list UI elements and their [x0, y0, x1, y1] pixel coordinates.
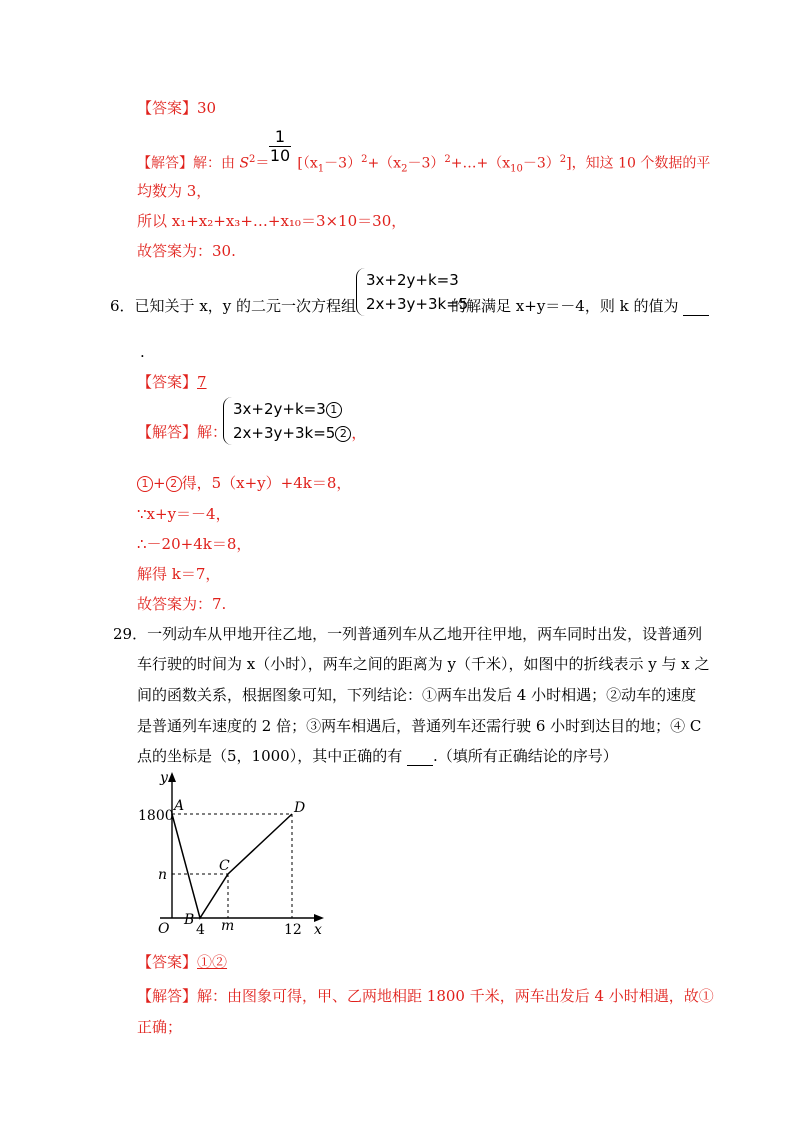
- answer-value: ①②: [197, 953, 228, 971]
- q29-line1: [113, 624, 702, 644]
- text-segment: +（x: [367, 155, 402, 172]
- q5-analysis-line2: 均数为 3，: [137, 182, 212, 200]
- analysis-tag: 【解答】: [137, 155, 193, 172]
- subscript: 10: [510, 163, 523, 175]
- y-tick-1800: 1800: [138, 808, 174, 824]
- superscript: 2: [444, 154, 451, 165]
- fraction-denominator: 10: [269, 146, 291, 165]
- y-tick-n: n: [158, 867, 168, 883]
- answer-tag: 【答案】: [137, 99, 198, 117]
- comma: ，: [351, 424, 367, 442]
- text-segment: －3）: [407, 155, 445, 172]
- answer-tag: 【答案】: [137, 953, 198, 971]
- stem-text: 的解满足 x+y＝－4，则 k 的值为: [451, 297, 679, 315]
- stem-text: .（填所有正确结论的序号）: [433, 747, 618, 765]
- subscript: 1: [317, 163, 325, 175]
- circled-number: 1: [326, 402, 342, 418]
- q29-line3: 间的函数关系，根据图象可知，下列结论：①两车出发后 4 小时相遇；②动车的速度: [137, 686, 697, 704]
- q5-answer: [137, 98, 216, 118]
- analysis-text: 解：由图象可得，甲、乙两地相距 1800 千米，两车出发后 4 小时相遇，故①: [197, 987, 714, 1005]
- x-tick-12: 12: [284, 922, 302, 938]
- q6-step4: 解得 k＝7，: [137, 565, 221, 583]
- q6-step1: 1 + 2 得，5（x+y）+4k＝8，: [137, 473, 351, 493]
- point-a: A: [174, 798, 185, 814]
- text-segment: ]，知这 10 个数据的平: [566, 155, 711, 172]
- q6-analysis-system: [233, 397, 366, 445]
- subscript: 2: [401, 163, 408, 175]
- superscript: 2: [559, 154, 567, 165]
- analysis-tag: 【解答】: [137, 987, 198, 1005]
- x-label: x: [314, 922, 322, 938]
- answer-blank: [683, 301, 709, 316]
- text-segment: ＝: [255, 155, 270, 172]
- text-segment: [（x: [297, 155, 318, 172]
- q29-analysis-line1: [137, 986, 714, 1006]
- answer-blank: [407, 751, 433, 766]
- q5-analysis-line1: [137, 150, 710, 179]
- answer-tag: 【答案】: [137, 373, 198, 391]
- q29-analysis-line2: 正确；: [137, 1018, 183, 1036]
- answer-value: 30: [197, 99, 217, 117]
- x-tick-4: 4: [196, 922, 205, 938]
- q29-graph: [130, 768, 335, 940]
- system-row-2: [233, 421, 366, 445]
- stem-text: 已知关于 x，y 的二元一次方程组: [134, 297, 357, 315]
- text-segment: －3）: [522, 155, 560, 172]
- point-c: C: [219, 858, 230, 874]
- text-segment: －3）: [324, 155, 362, 172]
- q6-step3: ∴－20+4k＝8，: [137, 535, 252, 553]
- text-segment: 解：由: [193, 155, 240, 172]
- superscript: 2: [361, 154, 368, 165]
- equation-2: 2x+3y+3k=5: [233, 424, 336, 442]
- equation-1: 3x+2y+k=3: [233, 400, 326, 418]
- q6-stem: [110, 296, 709, 316]
- analysis-text: 解：: [197, 423, 228, 441]
- circled-number: 2: [166, 476, 182, 492]
- variance-symbol: S: [239, 155, 250, 172]
- analysis-tag: 【解答】: [137, 423, 198, 441]
- origin-label: O: [158, 921, 170, 937]
- point-b: B: [184, 912, 195, 928]
- question-number: 6．: [110, 297, 135, 315]
- y-axis-arrow: [168, 772, 176, 782]
- q6-step2: ∵x+y＝－4，: [137, 505, 231, 523]
- equation-2: 2x+3y+3k=5: [366, 295, 469, 313]
- q6-step5: 故答案为：7.: [137, 595, 227, 613]
- q29-line2: 车行驶的时间为 x（小时），两车之间的距离为 y（千米），如图中的折线表示 y 与 x 之: [137, 655, 710, 673]
- graph-polyline: [172, 814, 292, 918]
- q29-line4: 是普通列车速度的 2 倍；③两车相遇后，普通列车还需行驶 6 小时到达目的地；④ C: [137, 717, 702, 735]
- q5-analysis-line3: 所以 x₁+x₂+x₃+…+x₁₀＝3×10＝30，: [137, 212, 407, 230]
- superscript: 2: [249, 154, 256, 165]
- text-segment: +…+（x: [450, 155, 511, 172]
- x-axis-arrow: [314, 914, 324, 922]
- q6-period: .: [140, 343, 145, 361]
- y-label: y: [160, 770, 168, 786]
- stem-text: 一列动车从甲地开往乙地，一列普通列车从乙地开往甲地，两车同时出发，设普通列: [147, 625, 703, 643]
- stem-text: 点的坐标是（5，1000），其中正确的有: [137, 747, 403, 765]
- q6-answer: [137, 372, 207, 392]
- q29-line5: [137, 746, 618, 766]
- fraction-numerator: 1: [274, 127, 286, 146]
- answer-value: 7: [197, 373, 207, 391]
- q6-analysis-intro: [137, 422, 227, 442]
- x-tick-m: m: [221, 918, 235, 934]
- point-d: D: [294, 800, 306, 816]
- question-number: 29．: [113, 625, 148, 643]
- q5-analysis-line4: 故答案为：30.: [137, 242, 236, 260]
- q29-answer: [137, 952, 227, 972]
- step-text: 得，5（x+y）+4k＝8，: [181, 474, 352, 492]
- circled-number: 2: [335, 426, 351, 442]
- circled-number: 1: [137, 476, 153, 492]
- equation-1: 3x+2y+k=3: [366, 271, 459, 289]
- system-row-1: [233, 397, 366, 421]
